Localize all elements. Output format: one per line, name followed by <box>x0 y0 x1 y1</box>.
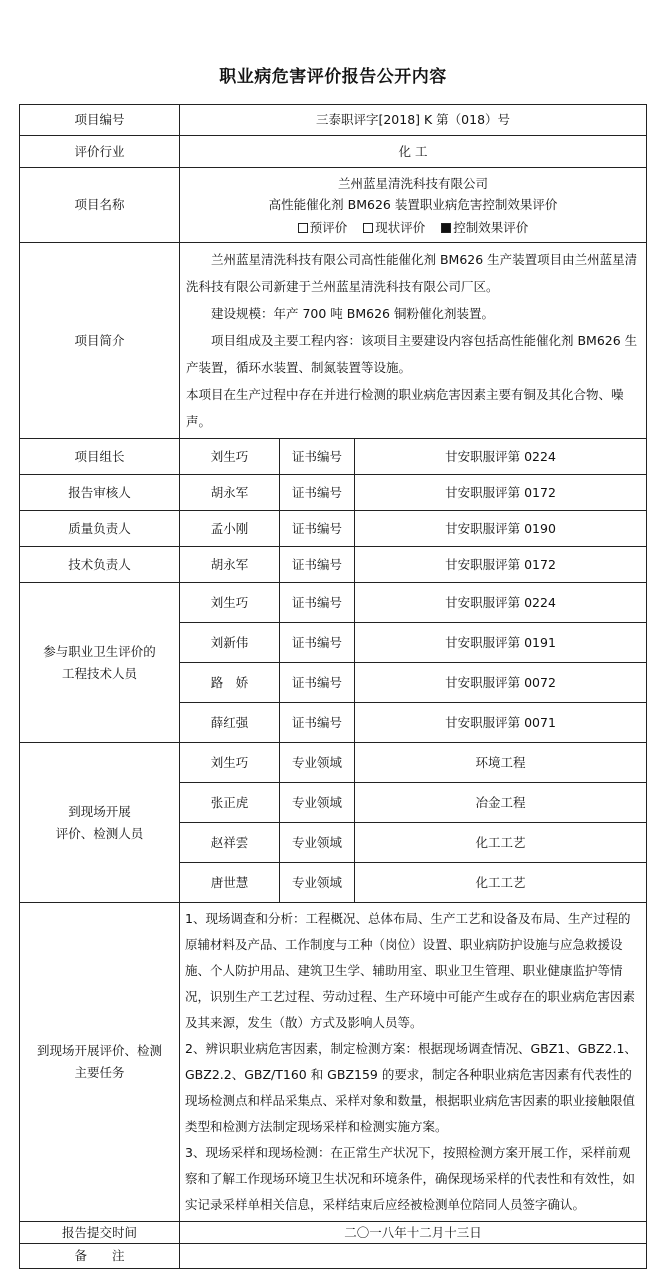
cert-label: 证书编号 <box>280 547 355 583</box>
cert-label: 证书编号 <box>280 663 355 703</box>
field-label: 专业领域 <box>280 743 355 783</box>
option-control-effect-evaluation[interactable]: 控制效果评价 <box>441 217 528 238</box>
field-label: 专业领域 <box>280 783 355 823</box>
cert-label: 证书编号 <box>280 439 355 475</box>
engineer-name: 刘生巧 <box>180 583 280 623</box>
evaluation-type-options <box>184 217 642 238</box>
project-name-value <box>180 168 647 243</box>
row-remarks <box>20 1244 647 1269</box>
staff-name: 孟小刚 <box>180 511 280 547</box>
row-engineer <box>20 583 647 623</box>
field-value: 环境工程 <box>355 743 647 783</box>
checkbox-empty-icon <box>363 223 373 233</box>
row-tasks <box>20 903 647 1222</box>
cert-number: 甘安职服评第 0172 <box>355 547 647 583</box>
cert-number: 甘安职服评第 0191 <box>355 623 647 663</box>
submit-time-label: 报告提交时间 <box>20 1222 180 1244</box>
report-table <box>19 104 647 1269</box>
row-industry <box>20 136 647 168</box>
field-staff-name: 张正虎 <box>180 783 280 823</box>
cert-number: 甘安职服评第 0224 <box>355 439 647 475</box>
engineer-name: 路 娇 <box>180 663 280 703</box>
engineer-name: 刘新伟 <box>180 623 280 663</box>
cert-label: 证书编号 <box>280 511 355 547</box>
cert-number: 甘安职服评第 0071 <box>355 703 647 743</box>
staff-role: 质量负责人 <box>20 511 180 547</box>
staff-role: 技术负责人 <box>20 547 180 583</box>
cert-number: 甘安职服评第 0072 <box>355 663 647 703</box>
staff-name: 胡永军 <box>180 547 280 583</box>
cert-label: 证书编号 <box>280 623 355 663</box>
task-2: 2、辨识职业病危害因素，制定检测方案：根据现场调查情况、GBZ1、GBZ2.1、GBZ2.2、GBZ/T160 和 GBZ159 的要求，制定各种职业病危害因素有代表性的现场检测点和样品采集点、采样对象和数量，根据职业病危害因素的职业接触限值类型和检测方法制定现场采样和检测实施方案。 <box>185 1041 637 1134</box>
project-no-label: 项目编号 <box>20 105 180 136</box>
intro-paragraph-2: 建设规模：年产 700 吨 BM626 铜粉催化剂装置。 <box>211 306 494 321</box>
field-staff-name: 赵祥雲 <box>180 823 280 863</box>
cert-label: 证书编号 <box>280 475 355 511</box>
engineer-name: 薛红强 <box>180 703 280 743</box>
project-name-line2: 高性能催化剂 BM626 装置职业病危害控制效果评价 <box>268 196 558 212</box>
field-staff-label: 到现场开展 评价、检测人员 <box>20 743 180 903</box>
field-staff-name: 刘生巧 <box>180 743 280 783</box>
cert-label: 证书编号 <box>280 703 355 743</box>
row-project-name <box>20 168 647 243</box>
cert-number: 甘安职服评第 0190 <box>355 511 647 547</box>
page-title: 职业病危害评价报告公开内容 <box>219 67 447 87</box>
staff-name: 胡永军 <box>180 475 280 511</box>
option-pre-evaluation[interactable]: 预评价 <box>298 217 348 238</box>
field-label: 专业领域 <box>280 863 355 903</box>
option-status-evaluation[interactable]: 现状评价 <box>363 217 425 238</box>
task-3: 3、现场采样和现场检测：在正常生产状况下，按照检测方案开展工作，采样前观察和了解工作现场环境卫生状况和环境条件，确保现场采样的代表性和有效性，如实记录采样单相关信息，采样结束后应经被检测单位陪同人员签字确认。 <box>185 1145 636 1212</box>
row-field-staff <box>20 743 647 783</box>
tasks-label: 到现场开展评价、检测 主要任务 <box>20 903 180 1222</box>
industry-value: 化 工 <box>180 136 647 168</box>
remarks-label: 备 注 <box>20 1244 180 1269</box>
field-label: 专业领域 <box>280 823 355 863</box>
checkbox-empty-icon <box>298 223 308 233</box>
row-submit-time <box>20 1222 647 1244</box>
staff-role: 项目组长 <box>20 439 180 475</box>
field-staff-name: 唐世慧 <box>180 863 280 903</box>
project-no-value: 三泰职评字[2018] K 第（018）号 <box>180 105 647 136</box>
tasks-text <box>180 903 647 1222</box>
checkbox-checked-icon <box>441 223 451 233</box>
row-report-reviewer <box>20 475 647 511</box>
project-name-line1: 兰州蓝星清洗科技有限公司 <box>338 175 489 191</box>
intro-paragraph-3: 项目组成及主要工程内容：该项目主要建设内容包括高性能催化剂 BM626 生产装置，循环水装置、制氮装置等设施。 <box>186 333 638 375</box>
cert-number: 甘安职服评第 0224 <box>355 583 647 623</box>
engineers-label: 参与职业卫生评价的 工程技术人员 <box>20 583 180 743</box>
cert-number: 甘安职服评第 0172 <box>355 475 647 511</box>
intro-text <box>180 243 647 439</box>
submit-time-value: 二〇一八年十二月十三日 <box>180 1222 647 1244</box>
row-project-no <box>20 105 647 136</box>
staff-name: 刘生巧 <box>180 439 280 475</box>
cert-label: 证书编号 <box>280 583 355 623</box>
remarks-value <box>180 1244 647 1269</box>
staff-role: 报告审核人 <box>20 475 180 511</box>
row-technical-manager <box>20 547 647 583</box>
row-quality-manager <box>20 511 647 547</box>
intro-paragraph-1: 兰州蓝星清洗科技有限公司高性能催化剂 BM626 生产装置项目由兰州蓝星清洗科技有限公司新建于兰州蓝星清洗科技有限公司厂区。 <box>186 252 638 294</box>
field-value: 冶金工程 <box>355 783 647 823</box>
intro-label: 项目简介 <box>20 243 180 439</box>
task-1: 1、现场调查和分析：工程概况、总体布局、生产工艺和设备及布局、生产过程的原辅材料及产品、工作制度与工种（岗位）设置、职业病防护设施与应急救援设施、个人防护用品、建筑卫生学、辅助用室、职业卫生管理、职业健康监护等情况，识别生产工艺过程、劳动过程、生产环境中可能产生或存在的职业病危害因素及其来源，发生（散）方式及影响人员等。 <box>185 911 636 1030</box>
row-team-leader <box>20 439 647 475</box>
field-value: 化工工艺 <box>355 823 647 863</box>
project-name-label: 项目名称 <box>20 168 180 243</box>
industry-label: 评价行业 <box>20 136 180 168</box>
intro-paragraph-4: 本项目在生产过程中存在并进行检测的职业病危害因素主要有铜及其化合物、噪声。 <box>186 387 624 429</box>
field-value: 化工工艺 <box>355 863 647 903</box>
row-intro <box>20 243 647 439</box>
